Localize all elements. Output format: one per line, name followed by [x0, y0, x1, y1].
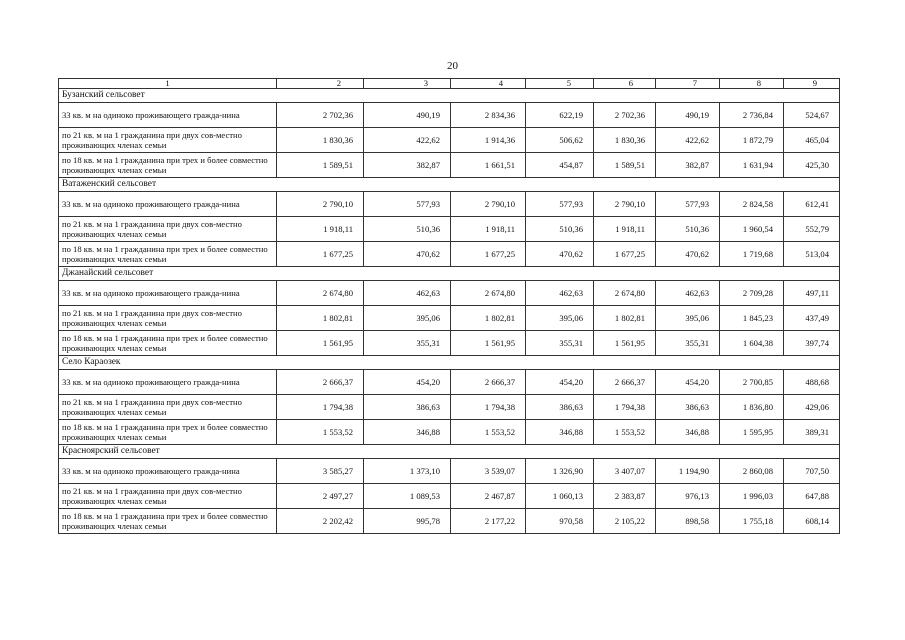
row-label: 33 кв. м на одиноко проживающего гражда-нина	[59, 459, 277, 484]
value-cell-col-6: 3 407,07	[594, 459, 656, 484]
value-cell-col-5: 622,19	[526, 103, 594, 128]
value-cell-col-6: 1 589,51	[594, 153, 656, 178]
value-cell-col-4: 1 677,25	[451, 242, 526, 267]
value-cell-col-4: 2 790,10	[451, 192, 526, 217]
value-cell-col-2: 2 674,80	[277, 281, 364, 306]
value-cell-col-4: 3 539,07	[451, 459, 526, 484]
table-row	[59, 217, 840, 242]
value-cell-col-3: 490,19	[364, 103, 451, 128]
value-cell-col-7: 898,58	[656, 509, 720, 534]
value-cell-col-9: 465,04	[784, 128, 840, 153]
value-cell-col-3: 470,62	[364, 242, 451, 267]
row-label: 33 кв. м на одиноко проживающего гражда-нина	[59, 103, 277, 128]
value-cell-col-8: 2 860,08	[720, 459, 784, 484]
table-row	[59, 484, 840, 509]
value-cell-col-9: 513,04	[784, 242, 840, 267]
value-cell-col-8: 2 709,28	[720, 281, 784, 306]
value-cell-col-3: 355,31	[364, 331, 451, 356]
value-cell-col-9: 524,67	[784, 103, 840, 128]
row-label: по 18 кв. м на 1 гражданина при трех и более совместно проживающих членах семьи	[59, 331, 277, 356]
value-cell-col-8: 1 845,23	[720, 306, 784, 331]
value-cell-col-5: 510,36	[526, 217, 594, 242]
table-row	[59, 331, 840, 356]
value-cell-col-4: 1 661,51	[451, 153, 526, 178]
table-row	[59, 395, 840, 420]
value-cell-col-8: 1 719,68	[720, 242, 784, 267]
row-label: 33 кв. м на одиноко проживающего гражда-нина	[59, 192, 277, 217]
value-cell-col-9: 707,50	[784, 459, 840, 484]
value-cell-col-8: 1 836,80	[720, 395, 784, 420]
value-cell-col-6: 2 674,80	[594, 281, 656, 306]
value-cell-col-4: 1 918,11	[451, 217, 526, 242]
table-row	[59, 128, 840, 153]
value-cell-col-8: 2 736,84	[720, 103, 784, 128]
value-cell-col-2: 2 497,27	[277, 484, 364, 509]
value-cell-col-4: 1 914,36	[451, 128, 526, 153]
value-cell-col-8: 1 595,95	[720, 420, 784, 445]
value-cell-col-4: 2 834,36	[451, 103, 526, 128]
value-cell-col-8: 1 960,54	[720, 217, 784, 242]
table-row	[59, 281, 840, 306]
value-cell-col-5: 355,31	[526, 331, 594, 356]
value-cell-col-9: 389,31	[784, 420, 840, 445]
value-cell-col-3: 454,20	[364, 370, 451, 395]
value-cell-col-3: 1 089,53	[364, 484, 451, 509]
value-cell-col-7: 382,87	[656, 153, 720, 178]
table-row	[59, 242, 840, 267]
value-cell-col-8: 1 604,38	[720, 331, 784, 356]
section-title: Село Караозек	[59, 356, 840, 370]
value-cell-col-2: 2 202,42	[277, 509, 364, 534]
section-title: Джанайский сельсовет	[59, 267, 840, 281]
header-cell-3: 3	[364, 79, 451, 89]
value-cell-col-2: 2 666,37	[277, 370, 364, 395]
value-cell-col-8: 1 755,18	[720, 509, 784, 534]
header-cell-8: 8	[720, 79, 784, 89]
value-cell-col-4: 1 553,52	[451, 420, 526, 445]
value-cell-col-7: 510,36	[656, 217, 720, 242]
row-label: по 21 кв. м на 1 гражданина при двух сов-местно проживающих членах семьи	[59, 128, 277, 153]
value-cell-col-6: 1 677,25	[594, 242, 656, 267]
value-cell-col-7: 1 194,90	[656, 459, 720, 484]
value-cell-col-6: 2 105,22	[594, 509, 656, 534]
value-cell-col-2: 1 589,51	[277, 153, 364, 178]
value-cell-col-8: 1 996,03	[720, 484, 784, 509]
value-cell-col-7: 355,31	[656, 331, 720, 356]
value-cell-col-9: 612,41	[784, 192, 840, 217]
section-header-row	[59, 356, 840, 370]
section-title: Ватаженский сельсовет	[59, 178, 840, 192]
value-cell-col-2: 2 702,36	[277, 103, 364, 128]
value-cell-col-4: 2 666,37	[451, 370, 526, 395]
table-row	[59, 192, 840, 217]
section-title: Бузанский сельсовет	[59, 89, 840, 103]
table-row	[59, 459, 840, 484]
value-cell-col-9: 608,14	[784, 509, 840, 534]
value-cell-col-4: 2 177,22	[451, 509, 526, 534]
value-cell-col-5: 577,93	[526, 192, 594, 217]
value-cell-col-7: 395,06	[656, 306, 720, 331]
value-cell-col-6: 2 702,36	[594, 103, 656, 128]
row-label: по 21 кв. м на 1 гражданина при двух сов-местно проживающих членах семьи	[59, 484, 277, 509]
header-cell-4: 4	[451, 79, 526, 89]
value-cell-col-6: 1 794,38	[594, 395, 656, 420]
value-cell-col-5: 1 326,90	[526, 459, 594, 484]
page-number: 20	[447, 60, 458, 72]
value-cell-col-7: 454,20	[656, 370, 720, 395]
value-cell-col-2: 1 553,52	[277, 420, 364, 445]
tariff-table	[58, 78, 840, 534]
value-cell-col-3: 577,93	[364, 192, 451, 217]
header-cell-2: 2	[277, 79, 364, 89]
value-cell-col-3: 995,78	[364, 509, 451, 534]
value-cell-col-7: 346,88	[656, 420, 720, 445]
value-cell-col-9: 552,79	[784, 217, 840, 242]
value-cell-col-2: 1 802,81	[277, 306, 364, 331]
value-cell-col-9: 425,30	[784, 153, 840, 178]
value-cell-col-6: 2 383,87	[594, 484, 656, 509]
value-cell-col-3: 510,36	[364, 217, 451, 242]
value-cell-col-7: 577,93	[656, 192, 720, 217]
value-cell-col-6: 1 830,36	[594, 128, 656, 153]
row-label: по 21 кв. м на 1 гражданина при двух сов-местно проживающих членах семьи	[59, 395, 277, 420]
value-cell-col-2: 1 794,38	[277, 395, 364, 420]
value-cell-col-2: 3 585,27	[277, 459, 364, 484]
section-header-row	[59, 89, 840, 103]
section-header-row	[59, 445, 840, 459]
value-cell-col-5: 506,62	[526, 128, 594, 153]
row-label: по 18 кв. м на 1 гражданина при трех и более совместно проживающих членах семьи	[59, 242, 277, 267]
row-label: по 18 кв. м на 1 гражданина при трех и более совместно проживающих членах семьи	[59, 153, 277, 178]
value-cell-col-8: 2 824,58	[720, 192, 784, 217]
value-cell-col-2: 1 561,95	[277, 331, 364, 356]
table-row	[59, 306, 840, 331]
value-cell-col-2: 1 918,11	[277, 217, 364, 242]
value-cell-col-5: 346,88	[526, 420, 594, 445]
row-label: 33 кв. м на одиноко проживающего гражда-нина	[59, 281, 277, 306]
value-cell-col-2: 1 677,25	[277, 242, 364, 267]
value-cell-col-5: 970,58	[526, 509, 594, 534]
value-cell-col-6: 1 553,52	[594, 420, 656, 445]
value-cell-col-3: 462,63	[364, 281, 451, 306]
value-cell-col-4: 1 794,38	[451, 395, 526, 420]
row-label: 33 кв. м на одиноко проживающего гражда-нина	[59, 370, 277, 395]
value-cell-col-7: 386,63	[656, 395, 720, 420]
value-cell-col-2: 1 830,36	[277, 128, 364, 153]
table-row	[59, 153, 840, 178]
value-cell-col-5: 395,06	[526, 306, 594, 331]
header-row	[59, 79, 840, 89]
value-cell-col-8: 1 872,79	[720, 128, 784, 153]
value-cell-col-6: 2 790,10	[594, 192, 656, 217]
value-cell-col-9: 497,11	[784, 281, 840, 306]
value-cell-col-7: 462,63	[656, 281, 720, 306]
value-cell-col-4: 1 802,81	[451, 306, 526, 331]
row-label: по 21 кв. м на 1 гражданина при двух сов-местно проживающих членах семьи	[59, 306, 277, 331]
value-cell-col-9: 429,06	[784, 395, 840, 420]
value-cell-col-7: 422,62	[656, 128, 720, 153]
value-cell-col-7: 470,62	[656, 242, 720, 267]
value-cell-col-8: 2 700,85	[720, 370, 784, 395]
value-cell-col-9: 488,68	[784, 370, 840, 395]
header-cell-7: 7	[656, 79, 720, 89]
row-label: по 21 кв. м на 1 гражданина при двух сов-местно проживающих членах семьи	[59, 217, 277, 242]
value-cell-col-5: 462,63	[526, 281, 594, 306]
row-label: по 18 кв. м на 1 гражданина при трех и более совместно проживающих членах семьи	[59, 509, 277, 534]
value-cell-col-3: 1 373,10	[364, 459, 451, 484]
table-row	[59, 103, 840, 128]
value-cell-col-7: 490,19	[656, 103, 720, 128]
value-cell-col-7: 976,13	[656, 484, 720, 509]
value-cell-col-3: 422,62	[364, 128, 451, 153]
value-cell-col-5: 386,63	[526, 395, 594, 420]
value-cell-col-4: 2 467,87	[451, 484, 526, 509]
value-cell-col-6: 1 802,81	[594, 306, 656, 331]
table-row	[59, 370, 840, 395]
value-cell-col-4: 2 674,80	[451, 281, 526, 306]
value-cell-col-5: 454,20	[526, 370, 594, 395]
value-cell-col-9: 437,49	[784, 306, 840, 331]
value-cell-col-6: 1 918,11	[594, 217, 656, 242]
value-cell-col-5: 1 060,13	[526, 484, 594, 509]
header-cell-1: 1	[59, 79, 277, 89]
value-cell-col-6: 2 666,37	[594, 370, 656, 395]
header-cell-6: 6	[594, 79, 656, 89]
section-title: Красноярский сельсовет	[59, 445, 840, 459]
value-cell-col-4: 1 561,95	[451, 331, 526, 356]
table-row	[59, 509, 840, 534]
value-cell-col-3: 382,87	[364, 153, 451, 178]
section-header-row	[59, 267, 840, 281]
value-cell-col-3: 395,06	[364, 306, 451, 331]
section-header-row	[59, 178, 840, 192]
value-cell-col-3: 386,63	[364, 395, 451, 420]
header-cell-9: 9	[784, 79, 840, 89]
row-label: по 18 кв. м на 1 гражданина при трех и более совместно проживающих членах семьи	[59, 420, 277, 445]
value-cell-col-9: 397,74	[784, 331, 840, 356]
header-cell-5: 5	[526, 79, 594, 89]
value-cell-col-5: 470,62	[526, 242, 594, 267]
value-cell-col-8: 1 631,94	[720, 153, 784, 178]
value-cell-col-3: 346,88	[364, 420, 451, 445]
table-row	[59, 420, 840, 445]
value-cell-col-9: 647,88	[784, 484, 840, 509]
table-body	[59, 89, 840, 534]
value-cell-col-6: 1 561,95	[594, 331, 656, 356]
value-cell-col-2: 2 790,10	[277, 192, 364, 217]
value-cell-col-5: 454,87	[526, 153, 594, 178]
